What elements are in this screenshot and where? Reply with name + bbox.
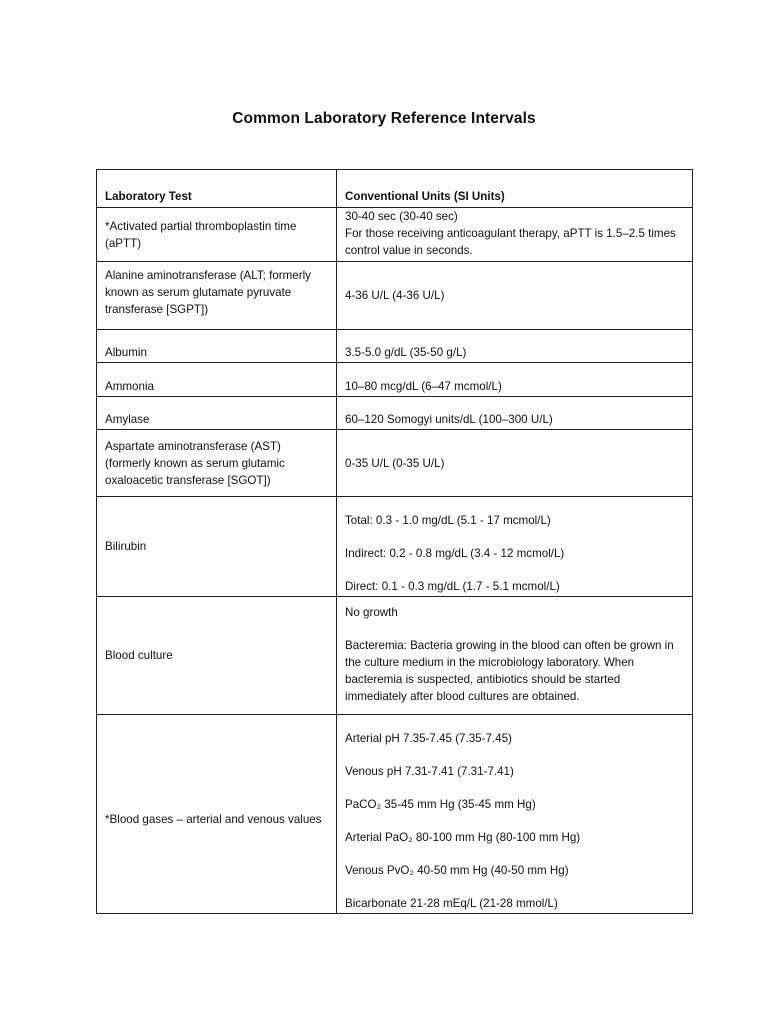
value-line: For those receiving anticoagulant therapy, aPTT is 1.5–2.5 times control value in seconds. [345,227,676,257]
value-line: Arterial pH 7.35-7.45 (7.35-7.45) [345,732,512,745]
value-line: Indirect: 0.2 - 0.8 mg/dL (3.4 - 12 mcmol/L) [345,547,565,560]
table-row [97,208,693,262]
test-name: Aspartate aminotransferase (AST) (formerly known as serum glutamic oxaloacetic transferase [SGOT]) [97,430,337,497]
value-line: Venous PvO₂ 40-50 mm Hg (40-50 mm Hg) [345,864,569,877]
value-line: Direct: 0.1 - 0.3 mg/dL (1.7 - 5.1 mcmol/L) [345,580,560,593]
test-name: Albumin [97,330,337,363]
header-laboratory-test: Laboratory Test [97,170,337,208]
test-value: 4-36 U/L (4-36 U/L) [337,262,693,330]
value-line: Bacteremia: Bacteria growing in the blood can often be grown in the culture medium in the microbiology laboratory. When bacteremia is suspected, antibiotics should be started immediately after blood cultures are obtained. [345,639,674,703]
reference-table [96,169,693,914]
value-line: Bicarbonate 21-28 mEq/L (21-28 mmol/L) [345,897,558,910]
value-line: Arterial PaO₂ 80-100 mm Hg (80-100 mm Hg) [345,831,581,844]
value-line: Venous pH 7.31-7.41 (7.31-7.41) [345,765,514,778]
test-value [337,497,693,597]
test-name: Blood culture [97,597,337,715]
table-row [97,430,693,497]
table-row [97,363,693,397]
page-title: Common Laboratory Reference Intervals [232,110,536,127]
test-value [337,208,693,262]
header-conventional-units: Conventional Units (SI Units) [337,170,693,208]
table-header-row [97,170,693,208]
value-line: No growth [345,606,398,619]
test-value [337,715,693,914]
table-row [97,715,693,914]
test-name: Bilirubin [97,497,337,597]
value-line: PaCO₂ 35-45 mm Hg (35-45 mm Hg) [345,798,536,811]
test-value: 3.5-5.0 g/dL (35-50 g/L) [337,330,693,363]
test-name: *Blood gases – arterial and venous values [97,715,337,914]
test-name: Ammonia [97,363,337,397]
table-row [97,397,693,430]
test-name: *Activated partial thromboplastin time (aPTT) [97,208,337,262]
value-line: 30-40 sec (30-40 sec) [345,210,458,223]
test-name: Amylase [97,397,337,430]
test-name: Alanine aminotransferase (ALT; formerly known as serum glutamate pyruvate transferase [SGPT]) [97,262,337,330]
table-row [97,330,693,363]
table-row [97,497,693,597]
table-row [97,597,693,715]
test-value: 0-35 U/L (0-35 U/L) [337,430,693,497]
test-value: 60–120 Somogyi units/dL (100–300 U/L) [337,397,693,430]
table-row [97,262,693,330]
test-value: 10–80 mcg/dL (6–47 mcmol/L) [337,363,693,397]
value-line: Total: 0.3 - 1.0 mg/dL (5.1 - 17 mcmol/L) [345,514,551,527]
test-value [337,597,693,715]
